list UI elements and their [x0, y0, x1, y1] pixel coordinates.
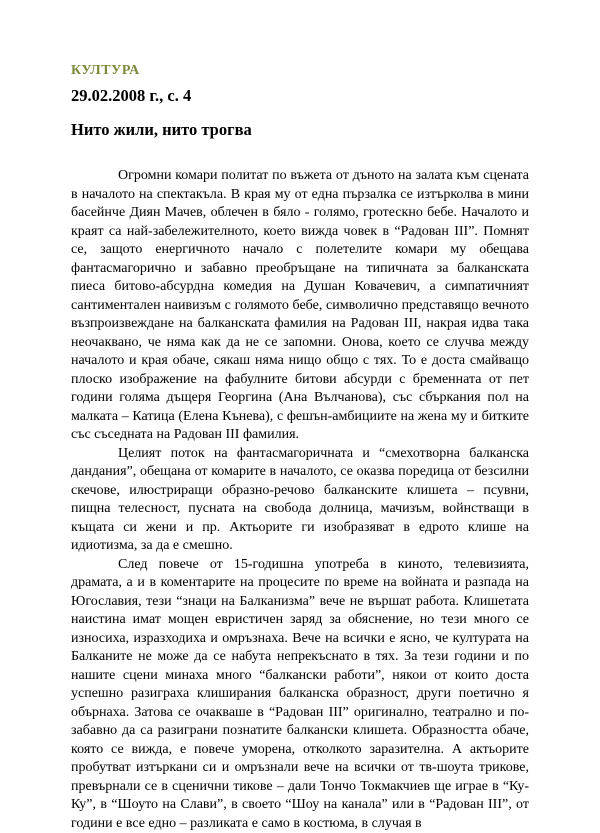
issue-date: 29.02.2008 г., с. 4: [71, 86, 191, 106]
paragraph: Огромни комари политат по въжета от дъното на залата към сцената в началото на спектакъла. В края му от една пързалка се изтърколва в мини басейнче Диян Мачев, облечен в бяло - голямо, гротескно бебе. Началото и краят са най-забележителното, което вижда човек в “Радован III”. Помнят се, защото енергичното начало с полетелите комари му обещава фантасмагорично и забавно преобръщане на типичната за балканската пиеса битово-абсурдна комедия на Душан Ковачевич, а симпатичният сантиментален наивизъм с голямото бебе, символично представящо вечното възпроизвеждане на балканската фамилия на Радован III, накрая идва така неочаквано, че няма как да не се запомни. Онова, което се случва между началото и края обаче, сякаш няма нищо общо с тях. То е доста смайващо плоско изображение на фабулните битови абсурди с бременната от пет години голяма дъщеря Георгина (Ана Вълчанова), със сбъркания пол на малката – Катица (Елена Кънева), с фешън-амбициите на жена му и битките със съседната на Радован III фамилия.: [71, 167, 529, 445]
article-body: [71, 167, 529, 833]
paragraph: След повече от 15-годишна употреба в киното, телевизията, драмата, а и в коментарите на процесите по време на войната и разпада на Югославия, тези “знаци на Балканизма” вече не вършат работа. Клишетата наистина имат мощен евристичен заряд за обяснение, но тези много се износиха, изразходиха и омръзнаха. Вече на всички е ясно, че културата на Балканите не може да се набута непрекъснато в тях. За тези години и по нашите сцени минаха много “балкански работи”, някои от които доста успешно разиграха клиширания балканска образност, други поетично я обърнаха. Затова се очакваше в “Радован III” оригинално, театрално и по-забавно да са разиграни познатите балкански клишета. Образността обаче, която се вижда, е повече уморена, отколкото заразителна. А актьорите пробутват изтъркани си и омръзнали вече на всички от тв-шоута трикове, превърнали се в сценични тикове – дали Тончо Токмакчиев ще играе в “Ку-Ку”, в “Шоуто на Слави”, в своето “Шоу на канала” или в “Радован III”, от години е все едно – разликата е само в костюма, в случая в: [71, 556, 529, 833]
paragraph: Целият поток на фантасмагоричната и “смехотворна балканска дандания”, обещана от комарите в началото, се оказва поредица от безсилни скечове, илюстриращи образно-речово балканските клишета – псувни, пищна телесност, пусната на свобода долница, мачизъм, войнстващи в къщата си жени и пр. Актьорите ги изобразяват в едрото клише на идиотизма, за да е смешно.: [71, 445, 529, 556]
article-title: Нито жили, нито трогва: [71, 120, 252, 140]
section-label: КУЛТУРА: [71, 63, 140, 79]
